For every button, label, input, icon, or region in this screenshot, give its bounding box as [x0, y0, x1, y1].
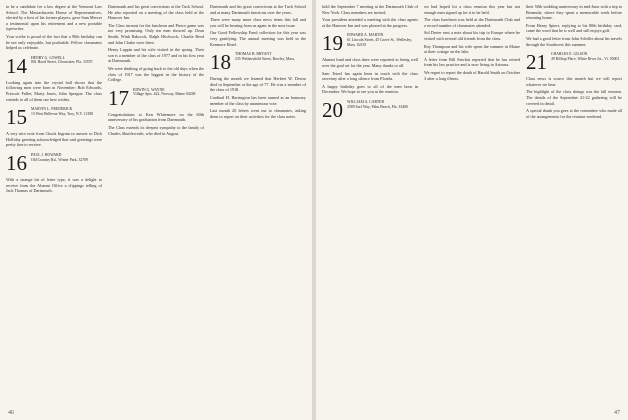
class-number: 18: [210, 50, 231, 75]
paragraph: Cardinal H. Harrington has been named as an honorary member of the class by unanimous vote.: [210, 94, 306, 106]
left-column-1: [6, 4, 102, 402]
secretary-name: HENRY G. LOWELL: [31, 55, 65, 60]
class-secretary: [31, 153, 88, 162]
paragraph: Sam Tetzel has again been in touch with the class secretary after a long silence from Florida.: [322, 70, 418, 82]
secretary-name: WILLIAM A. CARTER: [347, 99, 384, 104]
secretary-address: 2589 Surf Way, Palm Beach, Fla. 33480: [347, 104, 408, 109]
paragraph: Roy Thompson and his wife spent the summer in Maine at their cottage on the lake.: [424, 43, 520, 55]
paragraph: A letter from Bill Sinclair reported that he has retired from his law practice and is now living in Arizona.: [424, 56, 520, 68]
page-number-right: 47: [614, 410, 620, 416]
paragraph: hold the September 7 meeting at the Dartmouth Club of New York. Class members are invited.: [322, 4, 418, 15]
class-secretary: [347, 33, 418, 47]
class-number: 17: [108, 85, 129, 110]
class-entry-18: [210, 50, 306, 75]
paragraph: Your president attended a meeting with the class agents at the Hanover Inn and was pleased at the progress.: [322, 17, 418, 28]
secretary-name: THOMAS B. BRYANT: [235, 52, 272, 57]
paragraph: Dartmouth and his great convictions at the Tuck School. He also reported on a meeting of the class held at the Hanover Inn.: [108, 4, 204, 21]
right-column-3: [526, 4, 622, 402]
class-entry-14: [6, 53, 102, 78]
paragraph: Congratulations to Ken Whitemore on the 60th anniversary of his graduation from Dartmouth.: [108, 111, 204, 123]
paragraph: Class news is scarce this month but we will report whatever we hear.: [526, 76, 622, 87]
paragraph: The highlight of the class doings was the fall reunion. The details of the September 21-22 gathering will be covered in detail.: [526, 89, 622, 106]
secretary-address: 49 Hilltop Place, White River Jct., Vt. 05001: [551, 56, 620, 61]
class-number: 20: [322, 97, 343, 122]
class-entry-17: [108, 85, 204, 110]
class-secretary: [235, 52, 295, 61]
secretary-name: PAUL J. HOWARD: [31, 152, 62, 157]
secretary-address: 801 Hood Street, Clearwater, Fla. 33570: [31, 60, 93, 65]
secretary-address: 61 Lincoln Street, 45 Grove St., Wellesley, Mass. 02181: [347, 37, 412, 47]
class-secretary: [347, 100, 408, 109]
class-secretary: [133, 88, 195, 97]
secretary-address: 13 West Bellevue Way, Troy, N.Y. 12180: [31, 111, 94, 116]
right-column-1: [322, 4, 418, 402]
paragraph: we had hoped for a class reunion this year but not enough men signed up for it to be held.: [424, 4, 520, 15]
secretary-address: Village Apts. #22, Norway, Maine 04268: [133, 92, 196, 97]
class-entry-16: [6, 150, 102, 175]
paragraph: The Class turnout for the luncheon and Pierce game was not very promising. Only ten men showed up. Dean Smith, Wink Babcock, Ralph Hitchcock, Charlie Reed and John Clarke were there.: [108, 22, 204, 45]
class-entry-21: [526, 50, 622, 75]
paragraph: Looking again into the crystal ball shows that the following men were born in November: Bob Edwards, Prescott Fuller, Marty Jones, John Sprague. The class extends to all of them our best wishes.: [6, 79, 102, 102]
paragraph: Your scribe is proud of the fact that a 90th birthday can be not only enjoyable, but profitable. Fellow classmates helped us celebrate.: [6, 33, 102, 51]
paragraph: Henry Lappin and his wife visited in the spring. Their son is a member of the class of 1977 and in his first year at Dartmouth.: [108, 47, 204, 64]
class-number: 19: [322, 31, 343, 56]
paragraph: A special thank you goes to the committee who made all of the arrangements for the reunion weekend.: [526, 108, 622, 119]
paragraph: A happy birthday goes to all of the men born in December. We hope to see you at the reunion.: [322, 83, 418, 95]
paragraph: From Henry Spiers, replying to his 80th birthday card, came the word that he is well and still enjoys golf.: [526, 22, 622, 34]
paragraph: to be a candidate for a law degree at the Vermont Law School. The Massachusetts House of Representatives, elected by a host of his former players, gave Sam Mercer a testimonial upon his retirement and a new portable typewriter.: [6, 4, 102, 32]
paragraph: their 50th wedding anniversary in mid-June with a trip to Bermuda, where they spent a memorable week before returning home.: [526, 4, 622, 21]
paragraph: We regret to report the death of Harold Smith on October 3 after a long illness.: [424, 69, 520, 81]
secretary-address: 235 Wethersfield Street, Rowley, Mass.: [235, 56, 296, 61]
paragraph: We had a good letter from John Schiller about his travels through the Southwest this summer.: [526, 35, 622, 47]
class-entry-19: [322, 31, 418, 56]
secretary-name: MARVIN L. FREDERICK: [31, 107, 73, 112]
class-number: 16: [6, 150, 27, 175]
secretary-name: EDWARD A. MARTIN: [347, 33, 384, 38]
class-number: 14: [6, 53, 27, 78]
class-secretary: [31, 107, 93, 116]
paragraph: Our Good Fellowship Fund collection for this year was very gratifying. The annual meeting was held in the Kenmore Hotel.: [210, 30, 306, 47]
left-page: [0, 0, 312, 420]
class-secretary: [31, 56, 92, 65]
secretary-name: CHARLES E. GILSON: [551, 52, 588, 57]
paragraph: During the month we learned that Herbert W. Dewar died in September at the age of 77. He was a member of the class of 1918.: [210, 76, 306, 93]
page-number-left: 46: [8, 410, 14, 416]
paragraph: With a strange bit of letter type, it was a delight to receive from the Alumni Office a clippings telling of Jack Thomas of Dartmouth.: [6, 176, 102, 194]
paragraph: Dartmouth and his great convictions at the Tuck School and at many Dartmouth functions over the years.: [210, 4, 306, 15]
paragraph: A very nice note from Chuck Ingram in answer to Dick Holliday greeting acknowledged that said greetings were pretty fine to receive.: [6, 131, 102, 148]
class-number: 15: [6, 105, 27, 130]
class-number: 21: [526, 50, 547, 75]
class-secretary: [551, 52, 619, 61]
left-column-2: [108, 4, 204, 402]
class-entry-20: [322, 97, 418, 122]
right-page: [316, 0, 628, 420]
right-column-2: [424, 4, 520, 402]
paragraph: The class luncheon was held at the Dartmouth Club and a record number of classmates attended.: [424, 17, 520, 28]
secretary-name: EDWIN G. WAYNE: [133, 87, 165, 92]
secretary-address: Old Country Rd., Winter Park, 32789: [31, 157, 88, 162]
paragraph: Last month 20 letters went out to classmates, asking them to report on their activities for the class notes.: [210, 108, 306, 119]
left-column-3: [210, 4, 306, 402]
paragraph: There were many more class news items this fall and you will be hearing from us again in the next issue.: [210, 17, 306, 28]
paragraph: The Class extends its deepest sympathy to the family of Charles Shuttleworth, who died in August.: [108, 124, 204, 136]
class-entry-15: [6, 105, 102, 130]
paragraph: Sid Dreier sent a note about his trip to Europe where he visited with several old friends from the class.: [424, 30, 520, 41]
paragraph: We were thinking of going back to the old days when the class of 1917 was the biggest in the history of the College.: [108, 65, 204, 83]
paragraph: Alumni fund and class dues were reported as being well over the goal set for the year. Many thanks to all.: [322, 57, 418, 68]
